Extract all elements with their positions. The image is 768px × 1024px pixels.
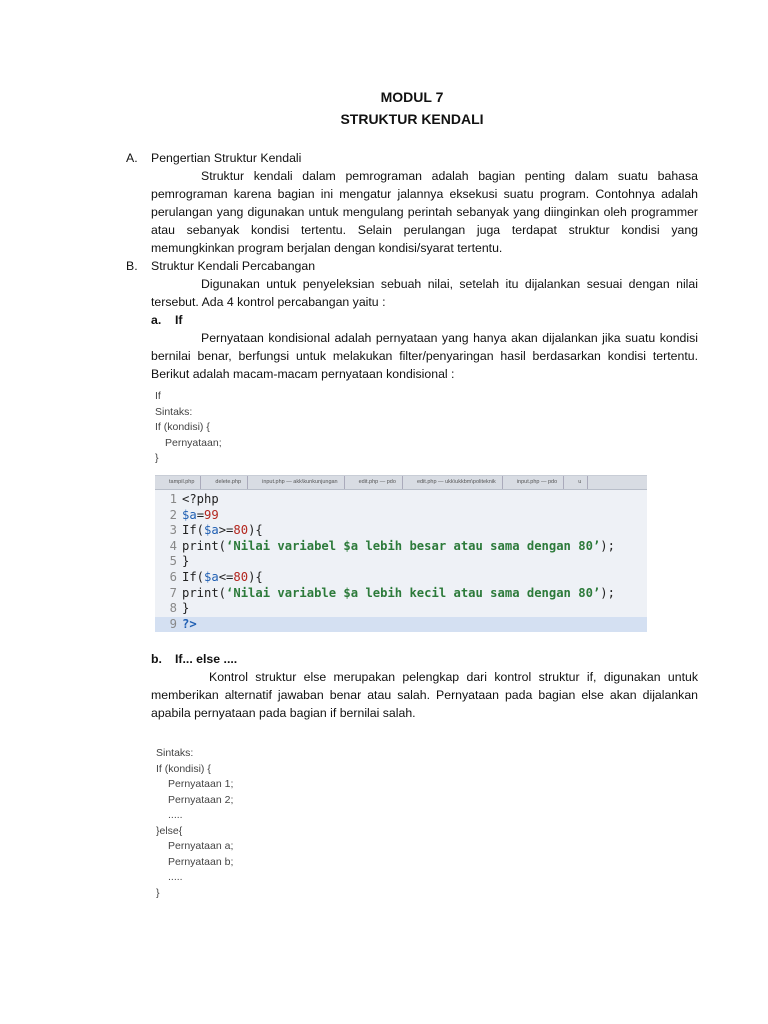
line-number: 2 bbox=[169, 507, 177, 522]
sub-a-paragraph: Pernyataan kondisional adalah pernyataan yang hanya akan dijalankan jika suatu kondisi bernilai benar, berfungsi untuk melakukan filter/penyaringan hasil berdasarkan kondisi tertentu. Berikut adalah macam-macam pernyataan kondisional : bbox=[151, 331, 698, 381]
code-line: 6 If($a<=80){ bbox=[155, 570, 647, 586]
section-a-paragraph: Struktur kendali dalam pemrograman adalah bagian penting dalam suatu bahasa pemrograman karena bagian ini mengatur jalannya eksekusi suatu program. Contohnya adalah perulangan yang digunakan untuk mengulang perintah sebanyak yang diinginkan oleh programmer atau sebanyak kondisi tertentu. Selain perulangan juga terdapat struktur kondisi yang memungkinkan program berjalan dengan kondisi/syarat tertentu. bbox=[151, 169, 698, 255]
line-number: 3 bbox=[169, 523, 177, 538]
editor-tab: tampil.php bbox=[155, 476, 201, 489]
editor-tab: edit.php — ukk\ukkbm\politeknik bbox=[403, 476, 503, 489]
editor-tab-bar bbox=[155, 476, 647, 490]
ifelse-syntax-snippet bbox=[156, 746, 316, 901]
snippet-line: Pernyataan b; bbox=[168, 855, 234, 868]
snippet-line: Pernyataan; bbox=[165, 436, 222, 449]
snippet-line: } bbox=[155, 452, 159, 464]
sub-a-title: If bbox=[175, 313, 183, 327]
if-syntax-snippet bbox=[155, 389, 315, 467]
code-line: 8 } bbox=[155, 601, 647, 617]
page-subtitle: STRUKTUR KENDALI bbox=[340, 111, 484, 127]
code-line: 1 <?php bbox=[155, 492, 647, 508]
section-b-paragraph: Digunakan untuk penyeleksian sebuah nilai, setelah itu dijalankan sesuai dengan nilai tersebut. Ada 4 kontrol percabangan yaitu : bbox=[151, 277, 698, 309]
section-a-letter: A. bbox=[126, 151, 138, 165]
code-block bbox=[155, 490, 647, 632]
sub-b-block bbox=[151, 650, 698, 722]
section-b-letter: B. bbox=[126, 259, 138, 273]
code-line: 4 print(‘Nilai variabel $a lebih besar atau sama dengan 80’); bbox=[155, 539, 647, 555]
sub-b-heading bbox=[151, 650, 698, 668]
snippet-line: ..... bbox=[168, 871, 183, 883]
code-line: 7 print(‘Nilai variable $a lebih kecil atau sama dengan 80’); bbox=[155, 586, 647, 602]
code-line: 2 $a=99 bbox=[155, 508, 647, 524]
snippet-line: Pernyataan a; bbox=[168, 840, 234, 852]
snippet-line: Pernyataan 1; bbox=[168, 778, 234, 790]
snippet-line: } bbox=[156, 886, 160, 899]
snippet-line: If bbox=[155, 390, 161, 402]
sub-b-paragraph: Kontrol struktur else merupakan pelengkap dari kontrol struktur if, digunakan untuk memberikan alternatif jawaban benar atau salah. Pernyataan pada bagian else akan dijalankan apabila pernyataan pada bagian if bernilai salah. bbox=[151, 670, 698, 720]
section-a-title: Pengertian Struktur Kendali bbox=[151, 151, 302, 165]
sub-a-letter: a. bbox=[151, 313, 162, 327]
sub-b-title: If... else .... bbox=[175, 652, 238, 666]
line-number: 6 bbox=[169, 569, 177, 584]
section-a-heading bbox=[126, 149, 698, 167]
document-body bbox=[126, 86, 698, 383]
section-b-heading bbox=[126, 257, 698, 275]
snippet-line: If (kondisi) { bbox=[155, 421, 210, 433]
sub-a-heading bbox=[151, 311, 698, 329]
sub-b-letter: b. bbox=[151, 652, 162, 666]
code-line: 9 ?> bbox=[155, 617, 647, 633]
snippet-line: If (kondisi) { bbox=[156, 762, 211, 775]
snippet-line: ..... bbox=[168, 809, 183, 821]
snippet-line: }else{ bbox=[156, 824, 183, 837]
snippet-line: Sintaks: bbox=[155, 405, 193, 418]
line-number: 8 bbox=[169, 601, 177, 616]
snippet-line: Sintaks: bbox=[156, 747, 194, 759]
line-number: 7 bbox=[169, 585, 177, 600]
line-number: 9 bbox=[169, 616, 177, 631]
snippet-line: Pernyataan 2; bbox=[168, 793, 234, 806]
line-number: 4 bbox=[169, 538, 177, 553]
line-number: 1 bbox=[169, 492, 177, 506]
editor-tab: edit.php — pdo bbox=[345, 476, 403, 489]
editor-tab: u bbox=[564, 476, 588, 489]
page-title: MODUL 7 bbox=[380, 89, 444, 105]
section-b-title: Struktur Kendali Percabangan bbox=[151, 259, 316, 273]
line-number: 5 bbox=[169, 554, 177, 569]
code-line: 5 } bbox=[155, 554, 647, 570]
editor-tab: input.php — pdo bbox=[503, 476, 564, 489]
editor-tab: input.php — akk\kunkunjungan bbox=[248, 476, 345, 489]
code-editor-screenshot bbox=[155, 475, 647, 631]
code-line: 3 If($a>=80){ bbox=[155, 523, 647, 539]
editor-tab: delete.php bbox=[201, 476, 248, 489]
